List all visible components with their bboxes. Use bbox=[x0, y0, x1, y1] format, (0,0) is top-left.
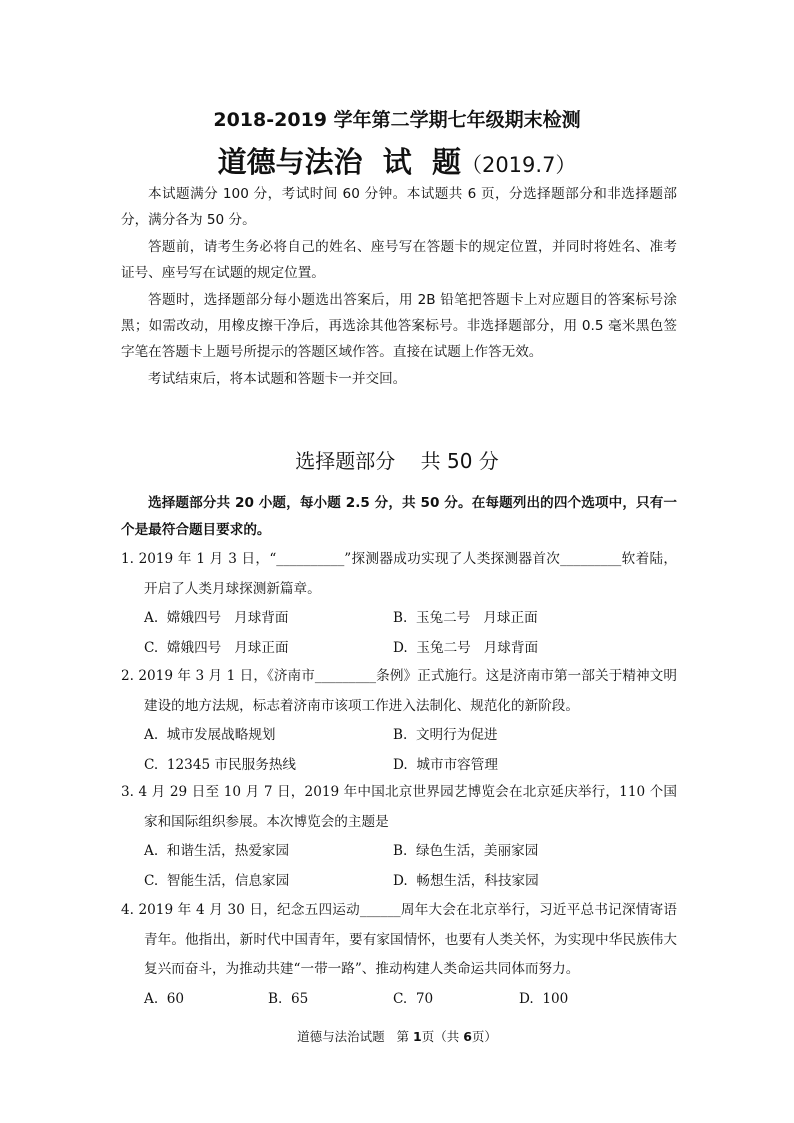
question-3 bbox=[121, 778, 677, 896]
question-stem: 4. 2019 年 4 月 30 日，纪念五四运动______周年大会在北京举行，习近平总书记深情寄语青年。他指出，新时代中国青年，要有家国情怀，也要有人类关怀，为实现中华民族伟大复兴而奋斗，为推动共建“一带一路”、推动构建人类命运共同体而努力。 bbox=[121, 902, 677, 977]
option-d: D. 玉兔二号 月球背面 bbox=[393, 639, 539, 656]
option-d: D. 100 bbox=[519, 990, 569, 1007]
question-2 bbox=[121, 662, 677, 780]
section-heading: 选择题部分 共 50 分 bbox=[295, 449, 499, 473]
footer-middle: 页（共 bbox=[421, 1029, 464, 1044]
question-stem: 2. 2019 年 3 月 1 日，《济南市_________条例》正式施行。这是济南市第一部关于精神文明建设的地方法规，标志着济南市该项工作进入法制化、规范化的新阶段。 bbox=[121, 668, 677, 714]
footer-page-total: 6 bbox=[463, 1029, 472, 1044]
question-stem: 3. 4 月 29 日至 10 月 7 日，2019 年中国北京世界园艺博览会在北京延庆举行，110 个国家和国际组织参展。本次博览会的主题是 bbox=[121, 784, 677, 830]
question-4 bbox=[121, 896, 677, 1014]
instruction-paragraph: 考试结束后，将本试题和答题卡一并交回。 bbox=[148, 370, 407, 387]
options-row bbox=[121, 837, 677, 867]
option-b: B. 玉兔二号 月球正面 bbox=[393, 610, 538, 626]
exam-instructions bbox=[121, 181, 677, 392]
question-1 bbox=[121, 545, 677, 663]
options-row bbox=[121, 634, 677, 664]
footer-suffix: 页） bbox=[471, 1029, 497, 1044]
option-c: C. 嫦娥四号 月球正面 bbox=[144, 639, 289, 656]
subject-name: 道德与法治 试 题 bbox=[217, 145, 461, 179]
exam-term-title: 2018-2019 学年第二学期七年级期末检测 bbox=[213, 109, 581, 131]
footer-prefix: 道德与法治试题 第 bbox=[297, 1029, 413, 1044]
instruction-paragraph: 本试题满分 100 分，考试时间 60 分钟。本试题共 6 页，分选择题部分和非选择题部分，满分各为 50 分。 bbox=[121, 186, 677, 229]
option-b: B. 绿色生活，美丽家园 bbox=[393, 843, 539, 859]
options-row bbox=[121, 721, 677, 751]
option-d: D. 城市市容管理 bbox=[393, 756, 498, 773]
exam-date: （2019.7） bbox=[460, 153, 577, 177]
options-row bbox=[121, 985, 677, 1015]
footer-page-number: 1 bbox=[413, 1029, 422, 1044]
option-d: D. 畅想生活，科技家园 bbox=[393, 872, 539, 889]
instruction-paragraph: 答题前，请考生务必将自己的姓名、座号写在答题卡的规定位置，并同时将姓名、准考证号、座号写在试题的规定位置。 bbox=[121, 238, 677, 282]
page-footer bbox=[0, 1027, 794, 1047]
option-b: B. 文明行为促进 bbox=[393, 727, 498, 743]
option-c: C. 智能生活，信息家园 bbox=[144, 872, 290, 889]
option-a: A. 和谐生活，热爱家园 bbox=[144, 843, 290, 859]
question-stem: 1. 2019 年 1 月 3 日，“__________”探测器成功实现了人类探测器首次_________软着陆，开启了人类月球探测新篇章。 bbox=[121, 551, 677, 597]
exam-subject-title bbox=[0, 142, 794, 185]
option-c: C. 12345 市民服务热线 bbox=[144, 756, 297, 773]
option-a: A. 城市发展战略规划 bbox=[144, 727, 276, 743]
option-c: C. 70 bbox=[393, 990, 434, 1007]
options-row bbox=[121, 867, 677, 897]
option-a: A. 嫦娥四号 月球背面 bbox=[144, 610, 289, 626]
section-intro: 选择题部分共 20 小题，每小题 2.5 分，共 50 分。在每题列出的四个选项中，只有一个是最符合题目要求的。 bbox=[121, 495, 677, 538]
option-b: B. 65 bbox=[268, 990, 309, 1007]
options-row bbox=[121, 604, 677, 634]
option-a: A. 60 bbox=[144, 990, 185, 1007]
instruction-paragraph: 答题时，选择题部分每小题选出答案后，用 2B 铅笔把答题卡上对应题目的答案标号涂黑；如需改动，用橡皮擦干净后，再选涂其他答案标号。非选择题部分，用 0.5 毫米黑色签字笔在答题卡上题号所提示的答题区域作答。直接在试题上作答无效。 bbox=[121, 291, 677, 361]
options-row bbox=[121, 751, 677, 781]
